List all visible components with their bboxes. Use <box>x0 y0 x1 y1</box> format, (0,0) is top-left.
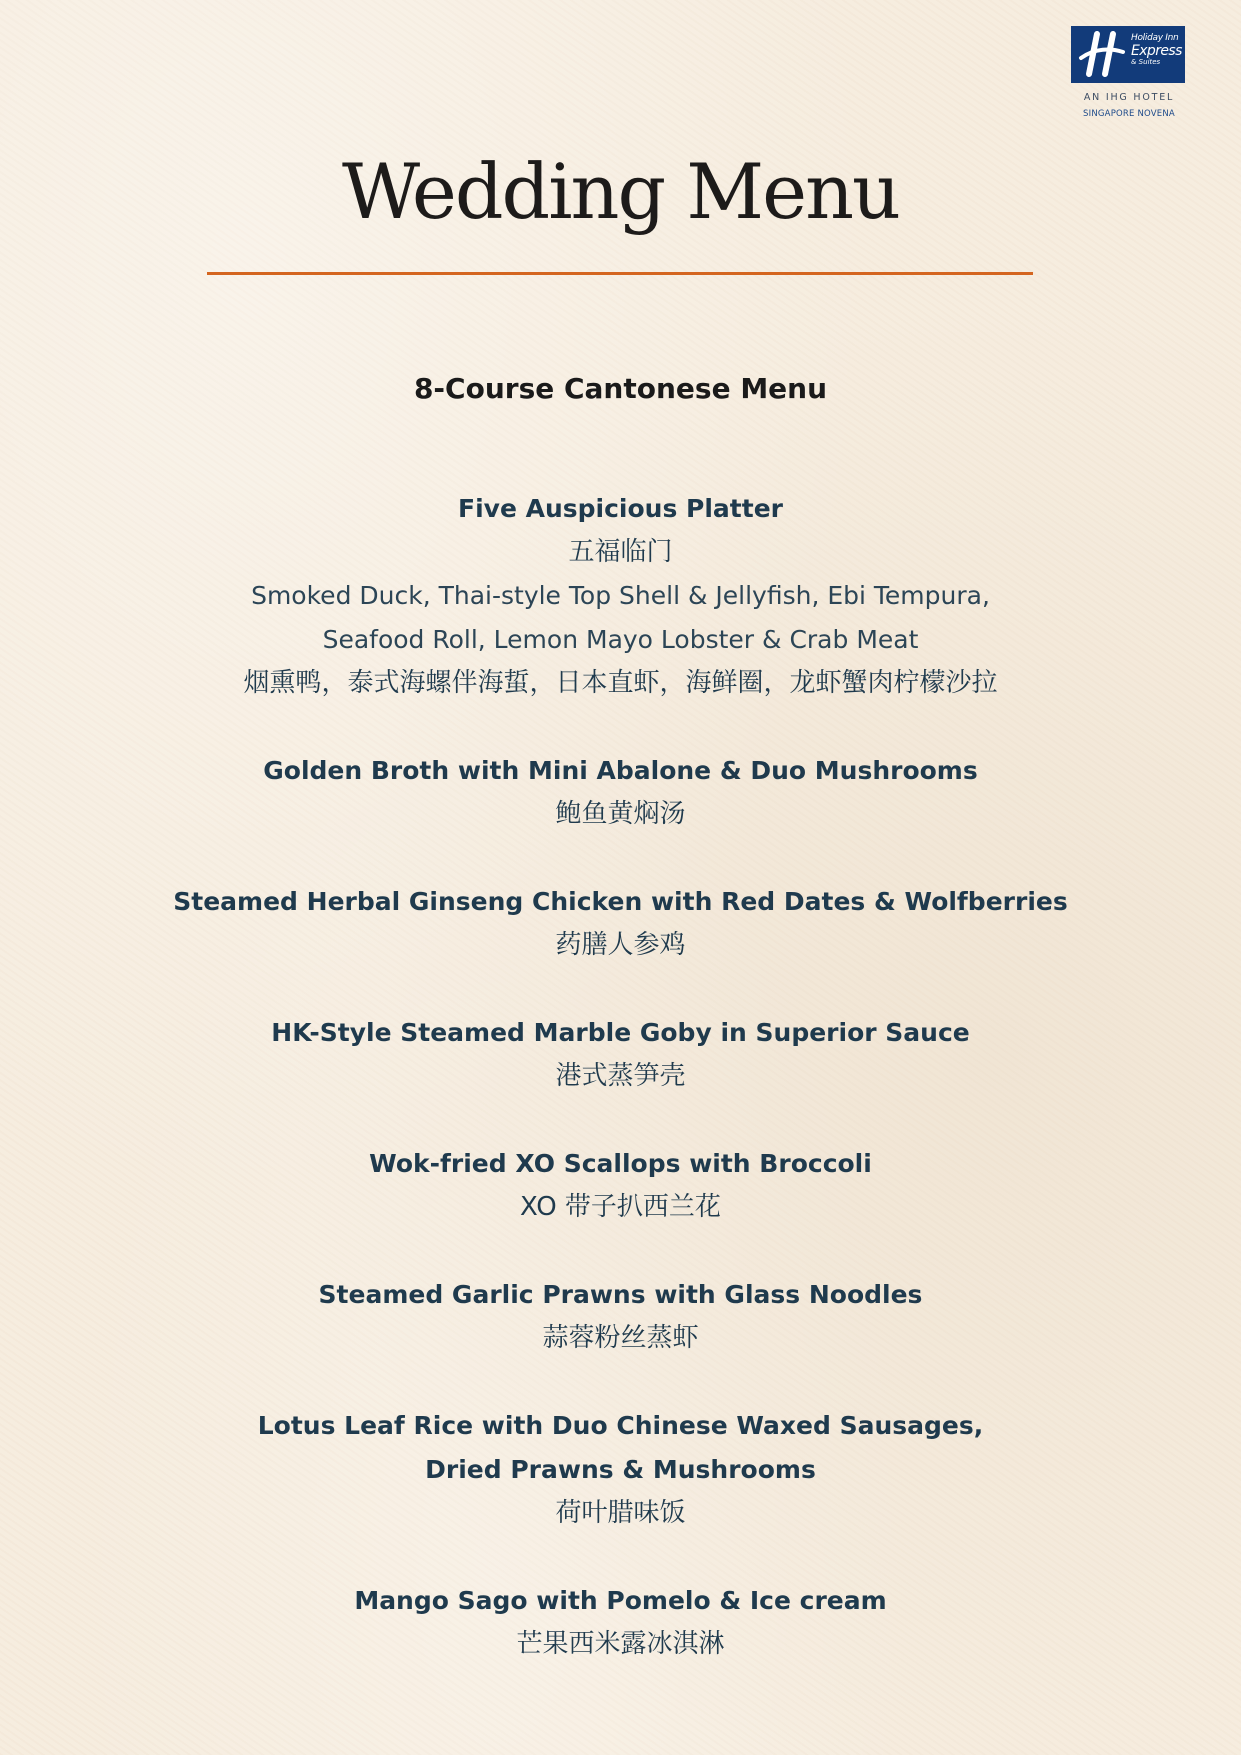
title-divider <box>207 272 1033 275</box>
menu-subtitle: 8-Course Cantonese Menu <box>413 372 828 405</box>
course-item <box>0 749 1241 836</box>
course-name-zh: XO 带子扒西兰花 <box>520 1192 721 1222</box>
course-name-zh: 荷叶腊味饭 <box>555 1498 686 1528</box>
course-name: Wok-fried XO Scallops with Broccoli <box>369 1149 872 1178</box>
logo-wordmark <box>1131 34 1185 66</box>
course-item <box>0 487 1241 705</box>
logo-location: SINGAPORE NOVENA <box>1083 109 1175 119</box>
course-name-zh: 鲍鱼黄焖汤 <box>555 799 686 829</box>
course-item <box>0 1142 1241 1229</box>
course-item <box>0 1011 1241 1098</box>
course-item <box>0 880 1241 967</box>
course-name: Five Auspicious Platter <box>458 494 783 523</box>
logo-tagline: AN IHG HOTEL <box>1083 92 1175 103</box>
course-description-zh: 烟熏鸭，泰式海螺伴海蜇，日本直虾，海鲜圈，龙虾蟹肉柠檬沙拉 <box>243 668 998 698</box>
course-name: Golden Broth with Mini Abalone & Duo Mushrooms <box>263 756 978 785</box>
logo-badge <box>1071 26 1185 83</box>
hotel-logo <box>1071 26 1187 119</box>
course-name-zh: 港式蒸笋壳 <box>555 1061 686 1091</box>
page-title: Wedding Menu <box>342 147 899 236</box>
course-name-zh: 药膳人参鸡 <box>555 930 686 960</box>
course-name: HK-Style Steamed Marble Goby in Superior Sauce <box>271 1018 970 1047</box>
course-name: Dried Prawns & Mushrooms <box>425 1455 816 1484</box>
logo-brand-line2: Express <box>1131 43 1182 59</box>
course-description: Smoked Duck, Thai-style Top Shell & Jellyfish, Ebi Tempura, <box>251 581 990 610</box>
h-monogram-icon <box>1071 26 1131 83</box>
course-list <box>0 487 1241 1666</box>
course-name-zh: 蒜蓉粉丝蒸虾 <box>542 1323 699 1353</box>
course-item <box>0 1404 1241 1535</box>
course-name-zh: 五福临门 <box>568 537 673 567</box>
course-name: Mango Sago with Pomelo & Ice cream <box>354 1586 887 1615</box>
course-name: Steamed Herbal Ginseng Chicken with Red Dates & Wolfberries <box>173 887 1068 916</box>
course-name: Steamed Garlic Prawns with Glass Noodles <box>318 1280 923 1309</box>
course-name-zh: 芒果西米露冰淇淋 <box>516 1629 725 1659</box>
logo-brand-line3: & Suites <box>1131 58 1161 66</box>
logo-brand-line1: Holiday Inn <box>1131 33 1179 43</box>
course-description: Seafood Roll, Lemon Mayo Lobster & Crab Meat <box>322 625 919 654</box>
course-item <box>0 1273 1241 1360</box>
course-name: Lotus Leaf Rice with Duo Chinese Waxed Sausages, <box>257 1411 984 1440</box>
course-item <box>0 1579 1241 1666</box>
